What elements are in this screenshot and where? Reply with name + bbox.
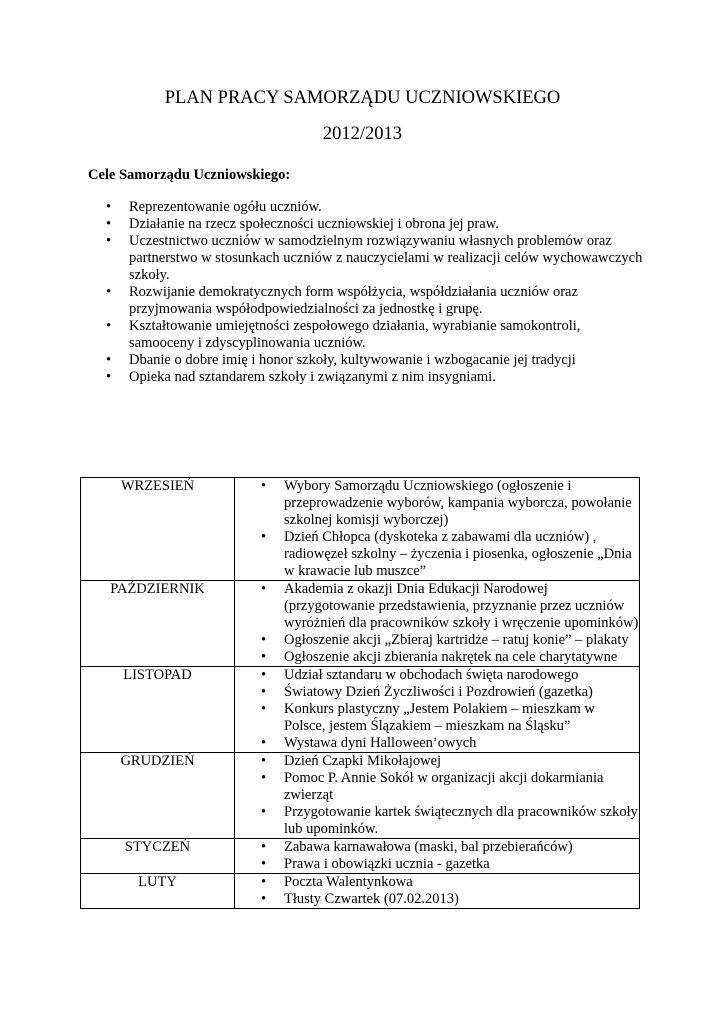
activity-item: • Poczta Walentynkowa	[235, 874, 639, 891]
goals-heading: Cele Samorządu Uczniowskiego:	[88, 167, 291, 183]
activity-item: • Ogłoszenie akcji zbierania nakrętek na cele charytatywne	[235, 649, 639, 666]
goal-item: • Kształtowanie umiejętności zespołowego działania, wyrabianie samokontroli, samooceny i zdyscyplinowania uczniów.	[106, 318, 646, 352]
month-cell: GRUDZIEŃ	[81, 753, 235, 839]
table-row	[81, 753, 640, 839]
activity-item: • Akademia z okazji Dnia Edukacji Narodowej (przygotowanie przedstawienia, przyznanie przez uczniów wyróżnień dla pracowników szkoły i wręczenie upominków)	[235, 581, 639, 632]
activity-item: • Tłusty Czwartek (07.02.2013)	[235, 891, 639, 908]
activity-item: • Dzień Czapki Mikołajowej	[235, 753, 639, 770]
goal-item: • Reprezentowanie ogółu uczniów.	[106, 199, 646, 216]
activity-item: • Prawa i obowiązki ucznia - gazetka	[235, 856, 639, 873]
activity-item: • Udział sztandaru w obchodach święta narodowego	[235, 667, 639, 684]
table-row	[81, 874, 640, 909]
activities-cell	[235, 667, 640, 753]
activity-item: • Pomoc P. Annie Sokół w organizacji akcji dokarmiania zwierząt	[235, 770, 639, 804]
activities-cell	[235, 874, 640, 909]
goal-item: • Opieka nad sztandarem szkoły i związanymi z nim insygniami.	[106, 369, 646, 386]
activity-item: • Konkurs plastyczny „Jestem Polakiem – mieszkam w Polsce, jestem Ślązakiem – mieszkam na Śląsku”	[235, 701, 639, 735]
month-cell: LUTY	[81, 874, 235, 909]
document-title: PLAN PRACY SAMORZĄDU UCZNIOWSKIEGO	[164, 88, 561, 108]
month-cell: LISTOPAD	[81, 667, 235, 753]
school-year: 2012/2013	[322, 124, 403, 144]
activity-item: • Przygotowanie kartek świątecznych dla pracowników szkoły lub upominków.	[235, 804, 639, 838]
table-row	[81, 839, 640, 874]
plan-table	[80, 477, 640, 909]
activities-cell	[235, 581, 640, 667]
goal-item: • Rozwijanie demokratycznych form współżycia, współdziałania uczniów oraz przyjmowania współodpowiedzialności za jednostkę i grupę.	[106, 284, 646, 318]
activity-item: • Wybory Samorządu Uczniowskiego (ogłoszenie i przeprowadzenie wyborów, kampania wyborcza, powołanie szkolnej komisji wyborczej)	[235, 478, 639, 529]
month-cell: STYCZEŃ	[81, 839, 235, 874]
table-row	[81, 581, 640, 667]
goal-item: • Dbanie o dobre imię i honor szkoły, kultywowanie i wzbogacanie jej tradycji	[106, 352, 646, 369]
activity-item: • Dzień Chłopca (dyskoteka z zabawami dla uczniów) , radiowęzeł szkolny – życzenia i piosenka, ogłoszenie „Dnia w krawacie lub muszce”	[235, 529, 639, 580]
goals-list	[106, 199, 646, 386]
activity-item: • Wystawa dyni Halloween’owych	[235, 735, 639, 752]
table-row	[81, 478, 640, 581]
goal-item: • Działanie na rzecz społeczności uczniowskiej i obrona jej praw.	[106, 216, 646, 233]
activity-item: • Zabawa karnawałowa (maski, bal przebierańców)	[235, 839, 639, 856]
activities-cell	[235, 839, 640, 874]
month-cell: WRZESIEŃ	[81, 478, 235, 581]
table-row	[81, 667, 640, 753]
month-cell: PAŹDZIERNIK	[81, 581, 235, 667]
goal-item: • Uczestnictwo uczniów w samodzielnym rozwiązywaniu własnych problemów oraz partnerstwo w stosunkach uczniów z nauczycielami w realizacji celów wychowawczych szkoły.	[106, 233, 646, 284]
activities-cell	[235, 478, 640, 581]
activities-cell	[235, 753, 640, 839]
activity-item: • Ogłoszenie akcji „Zbieraj kartridże – ratuj konie” – plakaty	[235, 632, 639, 649]
activity-item: • Światowy Dzień Życzliwości i Pozdrowień (gazetka)	[235, 684, 639, 701]
